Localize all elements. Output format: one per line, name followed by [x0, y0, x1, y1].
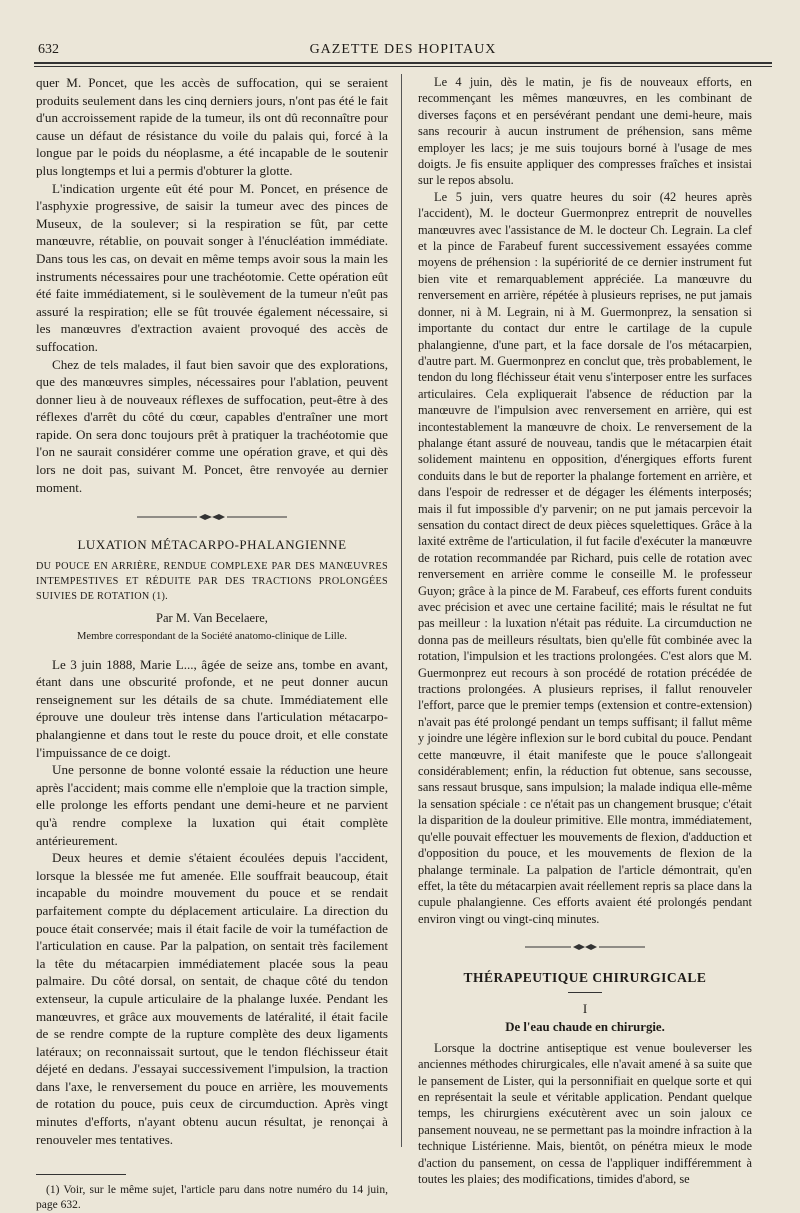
- paragraph: L'indication urgente eût été pour M. Poncet, en présence de l'asphyxie progressive, de saisir la tumeur avec des pinces de Museux, de la soulever; si la respiration se fût, par cette manœuvre, rétablie, on pouvait songer à l'énucléation immédiate. Dans tous les cas, on devait en même temps avoir sous la main les instruments nécessaires pour une trachéotomie. Cette opération eût été faite immédiatement, si le soulèvement de la tumeur n'eût pas assuré la respiration; elle se fût trouvée également nécessaire, si les manœuvres d'extraction avaient provoqué des accès de suffocation.: [36, 180, 388, 354]
- section-subheading: De l'eau chaude en chirurgie.: [505, 1020, 665, 1035]
- paragraph: Deux heures et demie s'étaient écoulées depuis l'accident, lorsque la blessée me fut amenée. Elle souffrait beaucoup, était incapable du moindre mouvement du pouce et se rendait parfaitement compte du déplacement articulaire. La direction du pouce était conservée; mais il était facile de voir la tuméfaction de l'articulation en cause. Par la palpation, on sentait très facilement la tête du métacarpien immédiatement placée sous la peau palmaire. Du côté dorsal, on sentait, de chaque côté du tendon extenseur, la cupule articulaire de la phalange luxée. Pendant les manœuvres, et grâce aux mouvements de latéralité, il était facile de se rendre compte de la rupture complète des deux ligaments latéraux; on reconnaissait surtout, que le tendon fléchisseur était déjeté en dedans. J'essayai successivement l'impulsion, la traction dans l'axe, le renversement du pouce en arrière, les mouvements de rotation du pouce, puis ceux de circumduction. Après vingt minutes d'efforts, n'ayant obtenu aucun résultat, je renonçai à renouveler mes tentatives.: [36, 850, 388, 1147]
- article-subtitle: DU POUCE EN ARRIÈRE, RENDUE COMPLEXE PAR DES MANŒUVRES INTEMPESTIVES ET RÉDUITE PAR DES TRACTIONS PROLONGÉES SUIVIES DE ROTATION (1).: [36, 561, 388, 603]
- footnote-rule: [36, 1174, 126, 1175]
- section-rule: [568, 992, 602, 993]
- paragraph: Le 3 juin 1888, Marie L..., âgée de seize ans, tombe en avant, étant dans une obscurité profonde, et ne peut donner aucun renseignement sur les détails de sa chute. Immédiatement elle éprouve une douleur très intense dans l'articulation métacarpo-phalangienne et dans tout le reste du pouce droit, et elle constate l'impuissance de ce doigt.: [36, 656, 388, 760]
- footnote: (1) Voir, sur le même sujet, l'article paru dans notre numéro du 14 juin, page 632.: [36, 1184, 388, 1212]
- ornament-divider: [36, 508, 388, 526]
- author-affiliation: Membre correspondant de la Société anatomo-clinique de Lille.: [76, 631, 348, 643]
- column-divider: [401, 74, 402, 1147]
- header-rule-thick: [34, 62, 772, 64]
- header-rule-thin: [34, 66, 772, 67]
- journal-title: GAZETTE DES HOPITAUX: [309, 42, 497, 57]
- paragraph: Le 4 juin, dès le matin, je fis de nouveaux efforts, en recommençant les mêmes manœuvres, en les combinant de diverses façons et en persévérant pendant une demi-heure, mais sans recourir à aucun instrument de préhension, sans même employer les lacs; je me suis toujours borné à l'usage de mes doigts. Je fis ensuite appliquer des compresses fraîches et insistai sur le repos absolu.: [418, 75, 752, 188]
- left-column: [36, 74, 388, 1212]
- section-number: I: [582, 1000, 588, 1016]
- paragraph: Le 5 juin, vers quatre heures du soir (42 heures après l'accident), M. le docteur Guermonprez entreprit de nouvelles manœuvres avec l'assistance de M. le docteur Ch. Legrain. La clef et la pince de Farabeuf furent successivement essayées comme moyens de préhension : la supériorité de ce dernier instrument fut bien vite et remarquablement appréciée. La manœuvre du renversement en arrière, répétée à plusieurs reprises, ne put jamais donner, ni à M. Legrain, ni à M. Guermonprez, la sensation si importante du contact dur entre le cartilage de la cupule phalangienne, d'une part, et la face dorsale de l'os métacarpien, d'autre part. M. Guermonprez en conclut que, très probablement, le tendon du long fléchisseur était venu s'interposer entre les surfaces articulaires. Cela expliquerait l'absence de réduction par la manœuvre de l'impulsion avec renversement en arrière, qui est incontestablement la manœuvre de choix. Le renversement de la phalange étant assuré de nouveau, tandis que le métacarpien était solidement maintenu en opposition, d'énergiques efforts furent conduits dans le but de reporter la phalange fortement en arrière, et dans l'espoir de redresser et de dégager les éléments interposés; mais il fut impossible d'y parvenir; on ne put jamais percevoir la sensation du contact direct de deux pièces squelettiques. Grâce à la laxité extrême de l'articulation, il fut facile d'exécuter la manœuvre de rotation recommandée par Richard, puis celle de rotation avec renversement en arrière comme le conseille M. le professeur Guyon; grâce à la pince de M. Farabeuf, ces efforts furent conduits avec précision et avec une certaine facilité; mais le résultat ne fut pas meilleur : la luxation n'était pas réduite. La circumduction ne donna pas de meilleurs résultats, bien qu'elle fût combinée avec la rotation, l'impulsion et les tractions prolongées. C'est alors que M. Guermonprez eut recours à son procédé de rotation précédée de tractions prolongées. A plusieurs reprises, il fallut renouveler l'effort, parce que le premier temps (extension et contre-extension) n'avait pas été prolongé pendant un temps suffisant; il fallut même y joindre une légère inflexion sur le bord cubital du pouce. Pendant cette manœuvre, il était manifeste que le pouce s'allongeait considérablement; enfin, la réduction fut obtenue, sans secousse, sans ressaut brusque, sans impulsion; la malade indiqua elle-même la sensation spéciale : ce n'était pas un changement brusque; c'était la disparition de la douleur primitive. Elle montra, immédiatement, qu'elle pouvait effectuer les mouvements de flexion, d'adduction et d'opposition du pouce, et les mouvements de flexion de la phalange terminale. La palpation de l'article démontrait, qu'en effet, la tête du métacarpien avait réellement repris sa place dans la cupule phalangienne. Ces efforts avaient été prolongés pendant environ vingt ou vingt-cinq minutes.: [418, 189, 752, 926]
- article-byline: Par M. Van Becelaere,: [156, 611, 268, 626]
- article-title: LUXATION MÉTACARPO-PHALANGIENNE: [77, 536, 347, 552]
- paragraph: Lorsque la doctrine antiseptique est venue bouleverser les anciennes méthodes chirurgicales, elle n'avait amené à sa suite que le pansement de Lister, qui la personnifiait en quelque sorte et qui en représentait la seule et véritable application. Pendant quelque temps, les chirurgiens exécutèrent avec un soin jaloux ce pansement nouveau, ne se permettant pas la moindre infraction à la technique Listérienne. Mais, bientôt, on pénétra mieux le mode d'action du pansement, on cessa de l'appliquer indifféremment à toutes les plaies; des modifications, timides d'abord, se: [418, 1040, 752, 1186]
- ornament-divider: [418, 939, 752, 955]
- paragraph: quer M. Poncet, que les accès de suffocation, qui se seraient produits seulement dans les cinq derniers jours, n'ont pas été le fait d'un accroissement rapide de la tumeur, ils ont dû reconnaître pour cause un défaut de résistance du voile du palais qui, forcé à la longue par le poids du néoplasme, a été incapable de le soutenir plus longtemps et lui a permis d'obturer la glotte.: [36, 75, 388, 178]
- page-header: [34, 42, 772, 62]
- paragraph: Une personne de bonne volonté essaie la réduction une heure après l'accident; mais comme elle n'emploie que la traction simple, elle prolonge les efforts pendant une demi-heure et ne parvient qu'à rendre complexe la luxation qui était complète antérieurement.: [36, 762, 388, 848]
- section-title: THÉRAPEUTIQUE CHIRURGICALE: [463, 969, 707, 985]
- paragraph: Chez de tels malades, il faut bien savoir que des explorations, que des manœuvres simples, nécessaires pour l'ablation, peuvent donner lieu à de nouveaux réflexes de suffocation, peut-être à des réflexes d'arrêt du côté du cœur, capables d'entraîner une mort rapide. On sera donc toujours prêt à pratiquer la trachéotomie que l'on ne saurait considérer comme une opération grave, et qui dès lors ne doit pas, suivant M. Poncet, être renvoyée au dernier moment.: [36, 356, 388, 495]
- page-number: 632: [38, 42, 59, 57]
- right-column: [418, 74, 752, 1186]
